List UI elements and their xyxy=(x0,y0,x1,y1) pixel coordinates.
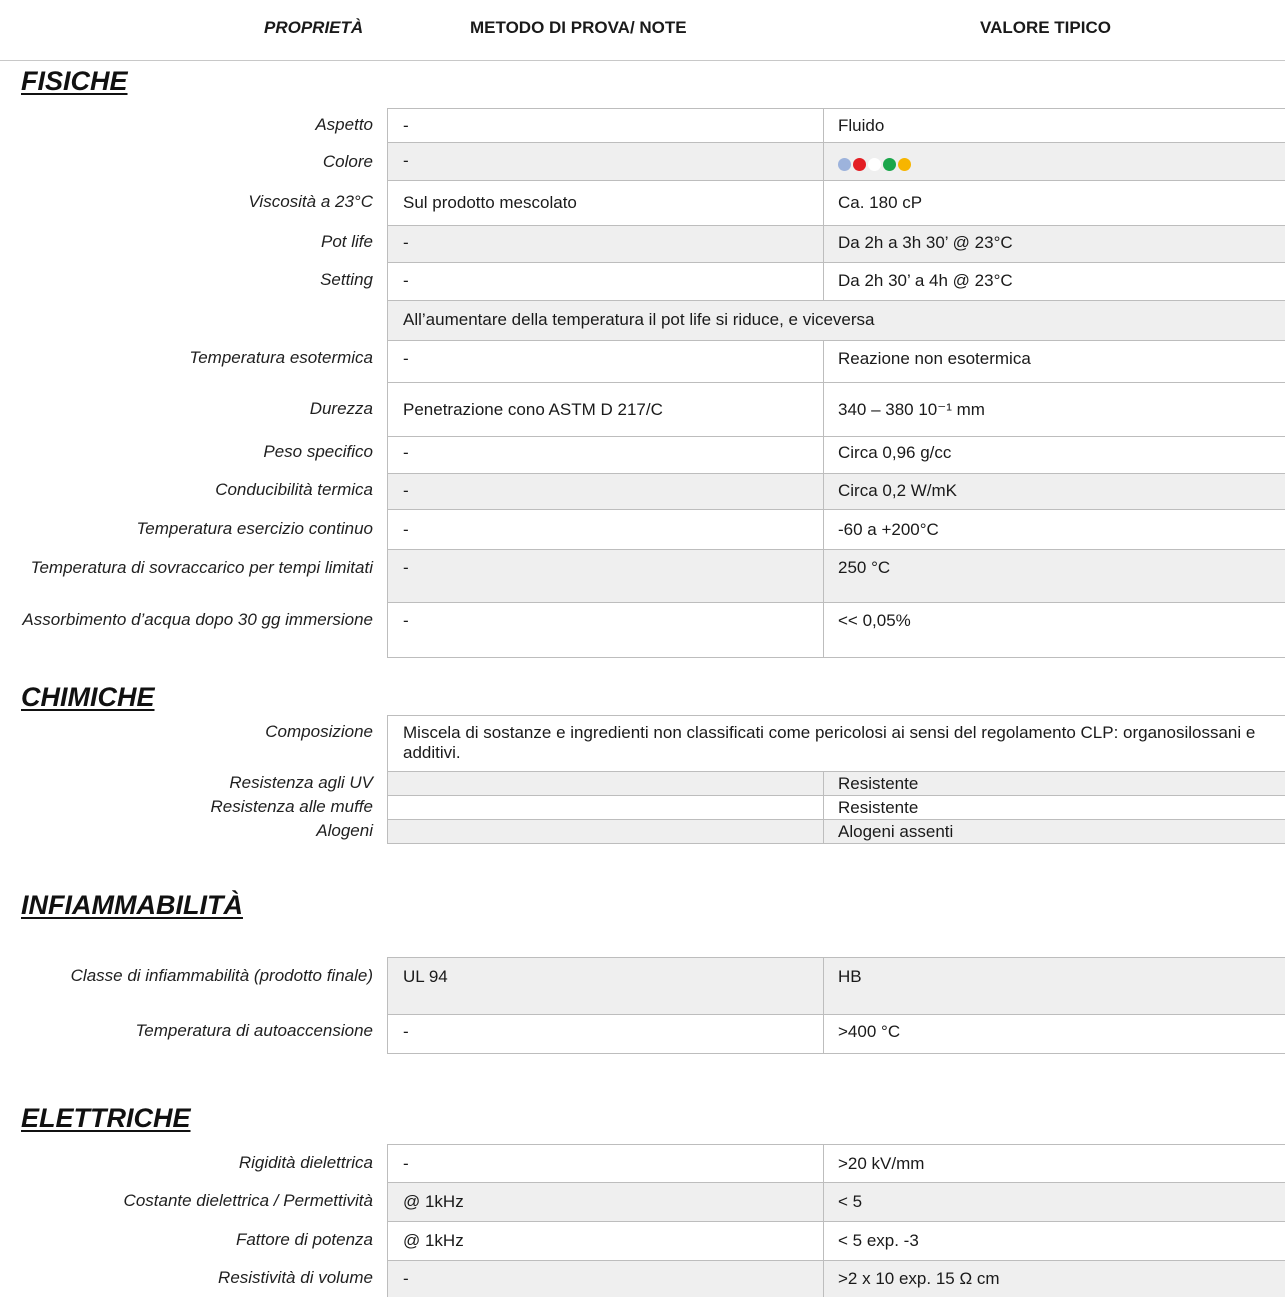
section-title-infiammabilita: INFIAMMABILITÀ xyxy=(21,890,243,920)
table-row xyxy=(0,1144,1285,1182)
section-title-elettriche: ELETTRICHE xyxy=(21,1103,191,1133)
table-row xyxy=(0,715,1285,771)
table-row xyxy=(0,108,1285,142)
row-method: - xyxy=(403,443,409,462)
row-method: @ 1kHz xyxy=(403,1192,464,1211)
color-dot-green xyxy=(883,158,896,171)
row-label: Classe di infiammabilità (prodotto finale) xyxy=(70,966,373,985)
row-label: Aspetto xyxy=(315,115,373,134)
row-label: Fattore di potenza xyxy=(235,1230,373,1249)
row-label: Conducibilità termica xyxy=(215,480,373,499)
table-row xyxy=(0,795,1285,819)
section-title-chimiche: CHIMICHE xyxy=(21,682,155,712)
row-label: Alogeni xyxy=(316,821,373,840)
row-method: @ 1kHz xyxy=(403,1231,464,1250)
header-property: PROPRIETÀ xyxy=(264,18,364,37)
row-method: - xyxy=(403,116,409,135)
row-value: Circa 0,2 W/mK xyxy=(838,481,958,500)
row-label: Temperatura di sovraccarico per tempi limitati xyxy=(30,558,373,577)
color-swatches xyxy=(838,158,911,171)
color-dot-white xyxy=(868,158,881,171)
row-method: - xyxy=(403,271,409,290)
table-row xyxy=(0,771,1285,795)
table-row xyxy=(0,602,1285,658)
table-row xyxy=(0,1014,1285,1054)
table-row xyxy=(0,225,1285,262)
row-label: Composizione xyxy=(265,722,373,741)
row-label: Temperatura di autoaccensione xyxy=(135,1021,373,1040)
table-row xyxy=(0,180,1285,225)
row-method: Sul prodotto mescolato xyxy=(403,193,577,212)
row-value: 250 °C xyxy=(838,558,891,577)
row-label: Resistenza agli UV xyxy=(229,773,373,792)
row-value: Ca. 180 cP xyxy=(838,193,923,212)
row-label: Temperatura esotermica xyxy=(189,348,373,367)
table-row xyxy=(0,549,1285,602)
row-label: Pot life xyxy=(321,232,373,251)
row-value: < 5 xyxy=(838,1192,863,1211)
row-value: HB xyxy=(838,967,862,986)
row-value: Resistente xyxy=(838,798,919,817)
row-method: - xyxy=(403,1022,409,1041)
row-method: UL 94 xyxy=(403,967,448,986)
header-method: METODO DI PROVA/ NOTE xyxy=(470,18,687,37)
row-method: - xyxy=(403,233,409,252)
row-label: Resistenza alle muffe xyxy=(210,797,373,816)
row-note: All’aumentare della temperatura il pot life si riduce, e viceversa xyxy=(403,310,875,329)
table-row xyxy=(0,1182,1285,1221)
row-value: Da 2h 30’ a 4h @ 23°C xyxy=(838,271,1013,290)
row-method: - xyxy=(403,151,409,170)
table-row xyxy=(0,957,1285,1014)
row-method: - xyxy=(403,349,409,368)
row-value: Da 2h a 3h 30’ @ 23°C xyxy=(838,233,1013,252)
row-label: Resistività di volume xyxy=(218,1268,373,1287)
row-value xyxy=(838,154,1280,174)
row-label: Colore xyxy=(322,152,373,171)
row-label: Peso specifico xyxy=(263,442,373,461)
row-value: >20 kV/mm xyxy=(838,1154,925,1173)
color-dot-red xyxy=(853,158,866,171)
row-label: Viscosità a 23°C xyxy=(248,192,373,211)
row-value: -60 a +200°C xyxy=(838,520,939,539)
row-value: Alogeni assenti xyxy=(838,822,954,841)
header-value: VALORE TIPICO xyxy=(980,18,1111,37)
table-row xyxy=(0,1260,1285,1297)
row-value: >400 °C xyxy=(838,1022,901,1041)
table-header xyxy=(0,0,1285,61)
row-value: < 5 exp. -3 xyxy=(838,1231,919,1250)
row-label: Rigidità dielettrica xyxy=(238,1153,373,1172)
row-value: 340 – 380 10⁻¹ mm xyxy=(838,400,985,419)
row-method: Penetrazione cono ASTM D 217/C xyxy=(403,400,663,419)
color-dot-blue xyxy=(838,158,851,171)
row-method: - xyxy=(403,520,409,539)
row-value: >2 x 10 exp. 15 Ω cm xyxy=(838,1269,1000,1288)
row-label: Durezza xyxy=(309,399,373,418)
table-row xyxy=(0,819,1285,844)
row-value: Circa 0,96 g/cc xyxy=(838,443,952,462)
table-row xyxy=(0,142,1285,180)
row-value: Resistente xyxy=(838,774,919,793)
row-value: << 0,05% xyxy=(838,611,911,630)
row-note: Miscela di sostanze e ingredienti non classificati come pericolosi ai sensi del regolamento CLP: organosilossani e additivi. xyxy=(403,723,1256,762)
table-row xyxy=(0,382,1285,436)
color-dot-yellow xyxy=(898,158,911,171)
row-label: Setting xyxy=(320,270,373,289)
row-value: Reazione non esotermica xyxy=(838,349,1031,368)
row-method: - xyxy=(403,611,409,630)
row-value: Fluido xyxy=(838,116,885,135)
table-row xyxy=(0,300,1285,340)
table-row xyxy=(0,509,1285,549)
table-row xyxy=(0,1221,1285,1260)
table-row xyxy=(0,262,1285,300)
row-label: Costante dielettrica / Permettività xyxy=(123,1191,373,1210)
row-label: Assorbimento d’acqua dopo 30 gg immersione xyxy=(22,610,373,629)
table-row xyxy=(0,436,1285,473)
table-row xyxy=(0,473,1285,509)
row-label: Temperatura esercizio continuo xyxy=(136,519,373,538)
table-row xyxy=(0,340,1285,382)
row-method: - xyxy=(403,1269,409,1288)
row-method: - xyxy=(403,481,409,500)
row-method: - xyxy=(403,1154,409,1173)
section-title-fisiche: FISICHE xyxy=(21,66,128,96)
row-method: - xyxy=(403,558,409,577)
